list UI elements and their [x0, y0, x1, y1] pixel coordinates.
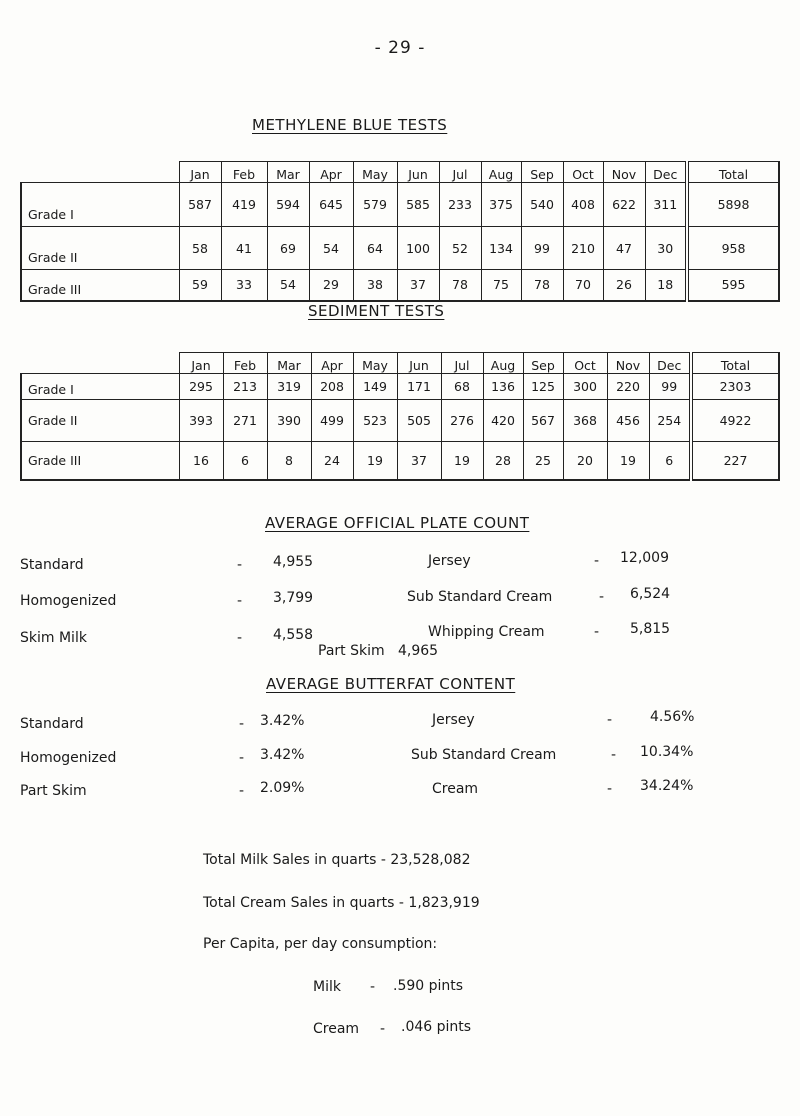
cell: 6 [223, 442, 267, 480]
row-label: Grade II [21, 227, 179, 270]
plate-label: Sub Standard Cream [407, 589, 553, 605]
row-label: Grade II [21, 400, 179, 442]
cell: 78 [521, 270, 563, 301]
col-header-total: Total [687, 162, 779, 183]
cell: 171 [397, 374, 441, 400]
cell: 579 [353, 183, 397, 227]
sediment-title: SEDIMENT TESTS [308, 302, 445, 320]
table-row [21, 400, 779, 442]
cell: 622 [603, 183, 645, 227]
cell: 58 [179, 227, 221, 270]
cell: 37 [397, 270, 439, 301]
row-label: Grade III [21, 270, 179, 301]
dash: - [607, 712, 613, 728]
butterfat-title: AVERAGE BUTTERFAT CONTENT [266, 675, 516, 693]
cell: 59 [179, 270, 221, 301]
col-header: Apr [309, 162, 353, 183]
cell: 390 [267, 400, 311, 442]
cell: 38 [353, 270, 397, 301]
cell: 6 [649, 442, 691, 480]
butterfat-value: 3.42% [260, 747, 305, 763]
cell: 149 [353, 374, 397, 400]
per-capita-cream-label: Cream [313, 1021, 360, 1037]
dash: - [599, 589, 605, 605]
cell: 8 [267, 442, 311, 480]
cell: 499 [311, 400, 353, 442]
cell: 19 [607, 442, 649, 480]
col-header: Mar [267, 353, 311, 374]
col-header: Aug [481, 162, 521, 183]
plate-value: 4,955 [273, 554, 314, 570]
cell: 220 [607, 374, 649, 400]
butterfat-value: 10.34% [640, 744, 694, 760]
dash: - [237, 630, 243, 646]
cell: 33 [221, 270, 267, 301]
cell: 69 [267, 227, 309, 270]
cell: 213 [223, 374, 267, 400]
total-cell: 4922 [691, 400, 779, 442]
butterfat-label: Jersey [432, 712, 475, 728]
col-header: Nov [607, 353, 649, 374]
col-header-total: Total [691, 353, 779, 374]
total-cell: 595 [687, 270, 779, 301]
plate-label: Skim Milk [20, 630, 87, 646]
cell: 47 [603, 227, 645, 270]
total-cell: 2303 [691, 374, 779, 400]
sediment-table [20, 352, 780, 481]
cell: 585 [397, 183, 439, 227]
butterfat-value: 34.24% [640, 778, 694, 794]
col-header: May [353, 353, 397, 374]
cell: 29 [309, 270, 353, 301]
cell: 20 [563, 442, 607, 480]
corner-cell [21, 353, 179, 374]
table-row [21, 227, 779, 270]
cell: 64 [353, 227, 397, 270]
col-header: Mar [267, 162, 309, 183]
plate-label: Standard [20, 557, 84, 573]
cell: 26 [603, 270, 645, 301]
cell: 24 [311, 442, 353, 480]
cell: 25 [523, 442, 563, 480]
per-capita-milk-value: .590 pints [393, 978, 464, 994]
cell: 368 [563, 400, 607, 442]
table-row [21, 183, 779, 227]
plate-label: Homogenized [20, 593, 117, 609]
cell: 594 [267, 183, 309, 227]
dash: - [380, 1021, 386, 1037]
plate-value: 12,009 [620, 550, 669, 566]
cell: 276 [441, 400, 483, 442]
cell: 125 [523, 374, 563, 400]
cell: 375 [481, 183, 521, 227]
butterfat-label: Cream [432, 781, 479, 797]
table-row [21, 374, 779, 400]
col-header: Jul [441, 353, 483, 374]
cell: 18 [645, 270, 687, 301]
dash: - [239, 716, 245, 732]
cell: 523 [353, 400, 397, 442]
dash: - [594, 624, 600, 640]
total-cell: 958 [687, 227, 779, 270]
cell: 587 [179, 183, 221, 227]
cell: 54 [309, 227, 353, 270]
cell: 505 [397, 400, 441, 442]
butterfat-value: 3.42% [260, 713, 305, 729]
col-header: Jan [179, 162, 221, 183]
col-header: Feb [221, 162, 267, 183]
col-header: Nov [603, 162, 645, 183]
butterfat-label: Homogenized [20, 750, 117, 766]
dash: - [239, 750, 245, 766]
col-header: Aug [483, 353, 523, 374]
col-header: Dec [645, 162, 687, 183]
plate-extra-value: 4,965 [398, 643, 439, 659]
dash: - [611, 747, 617, 763]
cell: 41 [221, 227, 267, 270]
cell: 540 [521, 183, 563, 227]
butterfat-value: 2.09% [260, 780, 305, 796]
plate-label: Whipping Cream [428, 624, 545, 640]
row-label: Grade III [21, 442, 179, 480]
plate-value: 6,524 [630, 586, 671, 602]
col-header: Jul [439, 162, 481, 183]
cell: 19 [441, 442, 483, 480]
dash: - [607, 781, 613, 797]
cell: 408 [563, 183, 603, 227]
total-cell: 227 [691, 442, 779, 480]
page-number: - 29 - [374, 38, 426, 58]
corner-cell [21, 162, 179, 183]
cell: 210 [563, 227, 603, 270]
butterfat-value: 4.56% [650, 709, 695, 725]
cell: 420 [483, 400, 523, 442]
col-header: Dec [649, 353, 691, 374]
cell: 319 [267, 374, 311, 400]
per-capita-cream-value: .046 pints [401, 1019, 472, 1035]
col-header: Sep [521, 162, 563, 183]
cell: 300 [563, 374, 607, 400]
col-header: Oct [563, 353, 607, 374]
cell: 16 [179, 442, 223, 480]
row-label: Grade I [21, 374, 179, 400]
total-cream-sales: Total Cream Sales in quarts - 1,823,919 [203, 895, 480, 911]
col-header: May [353, 162, 397, 183]
col-header: Apr [311, 353, 353, 374]
cell: 134 [481, 227, 521, 270]
dash: - [239, 783, 245, 799]
cell: 99 [649, 374, 691, 400]
cell: 54 [267, 270, 309, 301]
per-capita-milk-label: Milk [313, 979, 341, 995]
cell: 100 [397, 227, 439, 270]
plate-value: 5,815 [630, 621, 671, 637]
table-row [21, 270, 779, 301]
cell: 136 [483, 374, 523, 400]
cell: 295 [179, 374, 223, 400]
cell: 233 [439, 183, 481, 227]
cell: 645 [309, 183, 353, 227]
methylene-title: METHYLENE BLUE TESTS [252, 116, 448, 134]
col-header: Sep [523, 353, 563, 374]
plate-label: Jersey [428, 553, 471, 569]
sediment-header-row [21, 353, 779, 374]
total-cell: 5898 [687, 183, 779, 227]
butterfat-label: Standard [20, 716, 84, 732]
cell: 567 [523, 400, 563, 442]
plate-count-title: AVERAGE OFFICIAL PLATE COUNT [265, 514, 530, 532]
cell: 28 [483, 442, 523, 480]
cell: 208 [311, 374, 353, 400]
cell: 52 [439, 227, 481, 270]
dash: - [237, 557, 243, 573]
cell: 456 [607, 400, 649, 442]
per-capita: Per Capita, per day consumption: [203, 936, 438, 952]
cell: 99 [521, 227, 563, 270]
cell: 70 [563, 270, 603, 301]
dash: - [370, 979, 376, 995]
col-header: Jun [397, 162, 439, 183]
col-header: Oct [563, 162, 603, 183]
row-label: Grade I [21, 183, 179, 227]
cell: 30 [645, 227, 687, 270]
cell: 19 [353, 442, 397, 480]
dash: - [594, 553, 600, 569]
cell: 393 [179, 400, 223, 442]
table-row [21, 442, 779, 480]
dash: - [237, 593, 243, 609]
col-header: Jan [179, 353, 223, 374]
col-header: Feb [223, 353, 267, 374]
cell: 254 [649, 400, 691, 442]
butterfat-label: Sub Standard Cream [411, 747, 557, 763]
cell: 68 [441, 374, 483, 400]
total-milk-sales: Total Milk Sales in quarts - 23,528,082 [203, 852, 471, 868]
plate-value: 3,799 [273, 590, 314, 606]
cell: 419 [221, 183, 267, 227]
cell: 78 [439, 270, 481, 301]
cell: 271 [223, 400, 267, 442]
cell: 37 [397, 442, 441, 480]
methylene-header-row [21, 162, 779, 183]
plate-value: 4,558 [273, 627, 314, 643]
col-header: Jun [397, 353, 441, 374]
plate-extra-label: Part Skim [318, 643, 385, 659]
butterfat-label: Part Skim [20, 783, 87, 799]
cell: 75 [481, 270, 521, 301]
cell: 311 [645, 183, 687, 227]
methylene-table [20, 161, 780, 302]
